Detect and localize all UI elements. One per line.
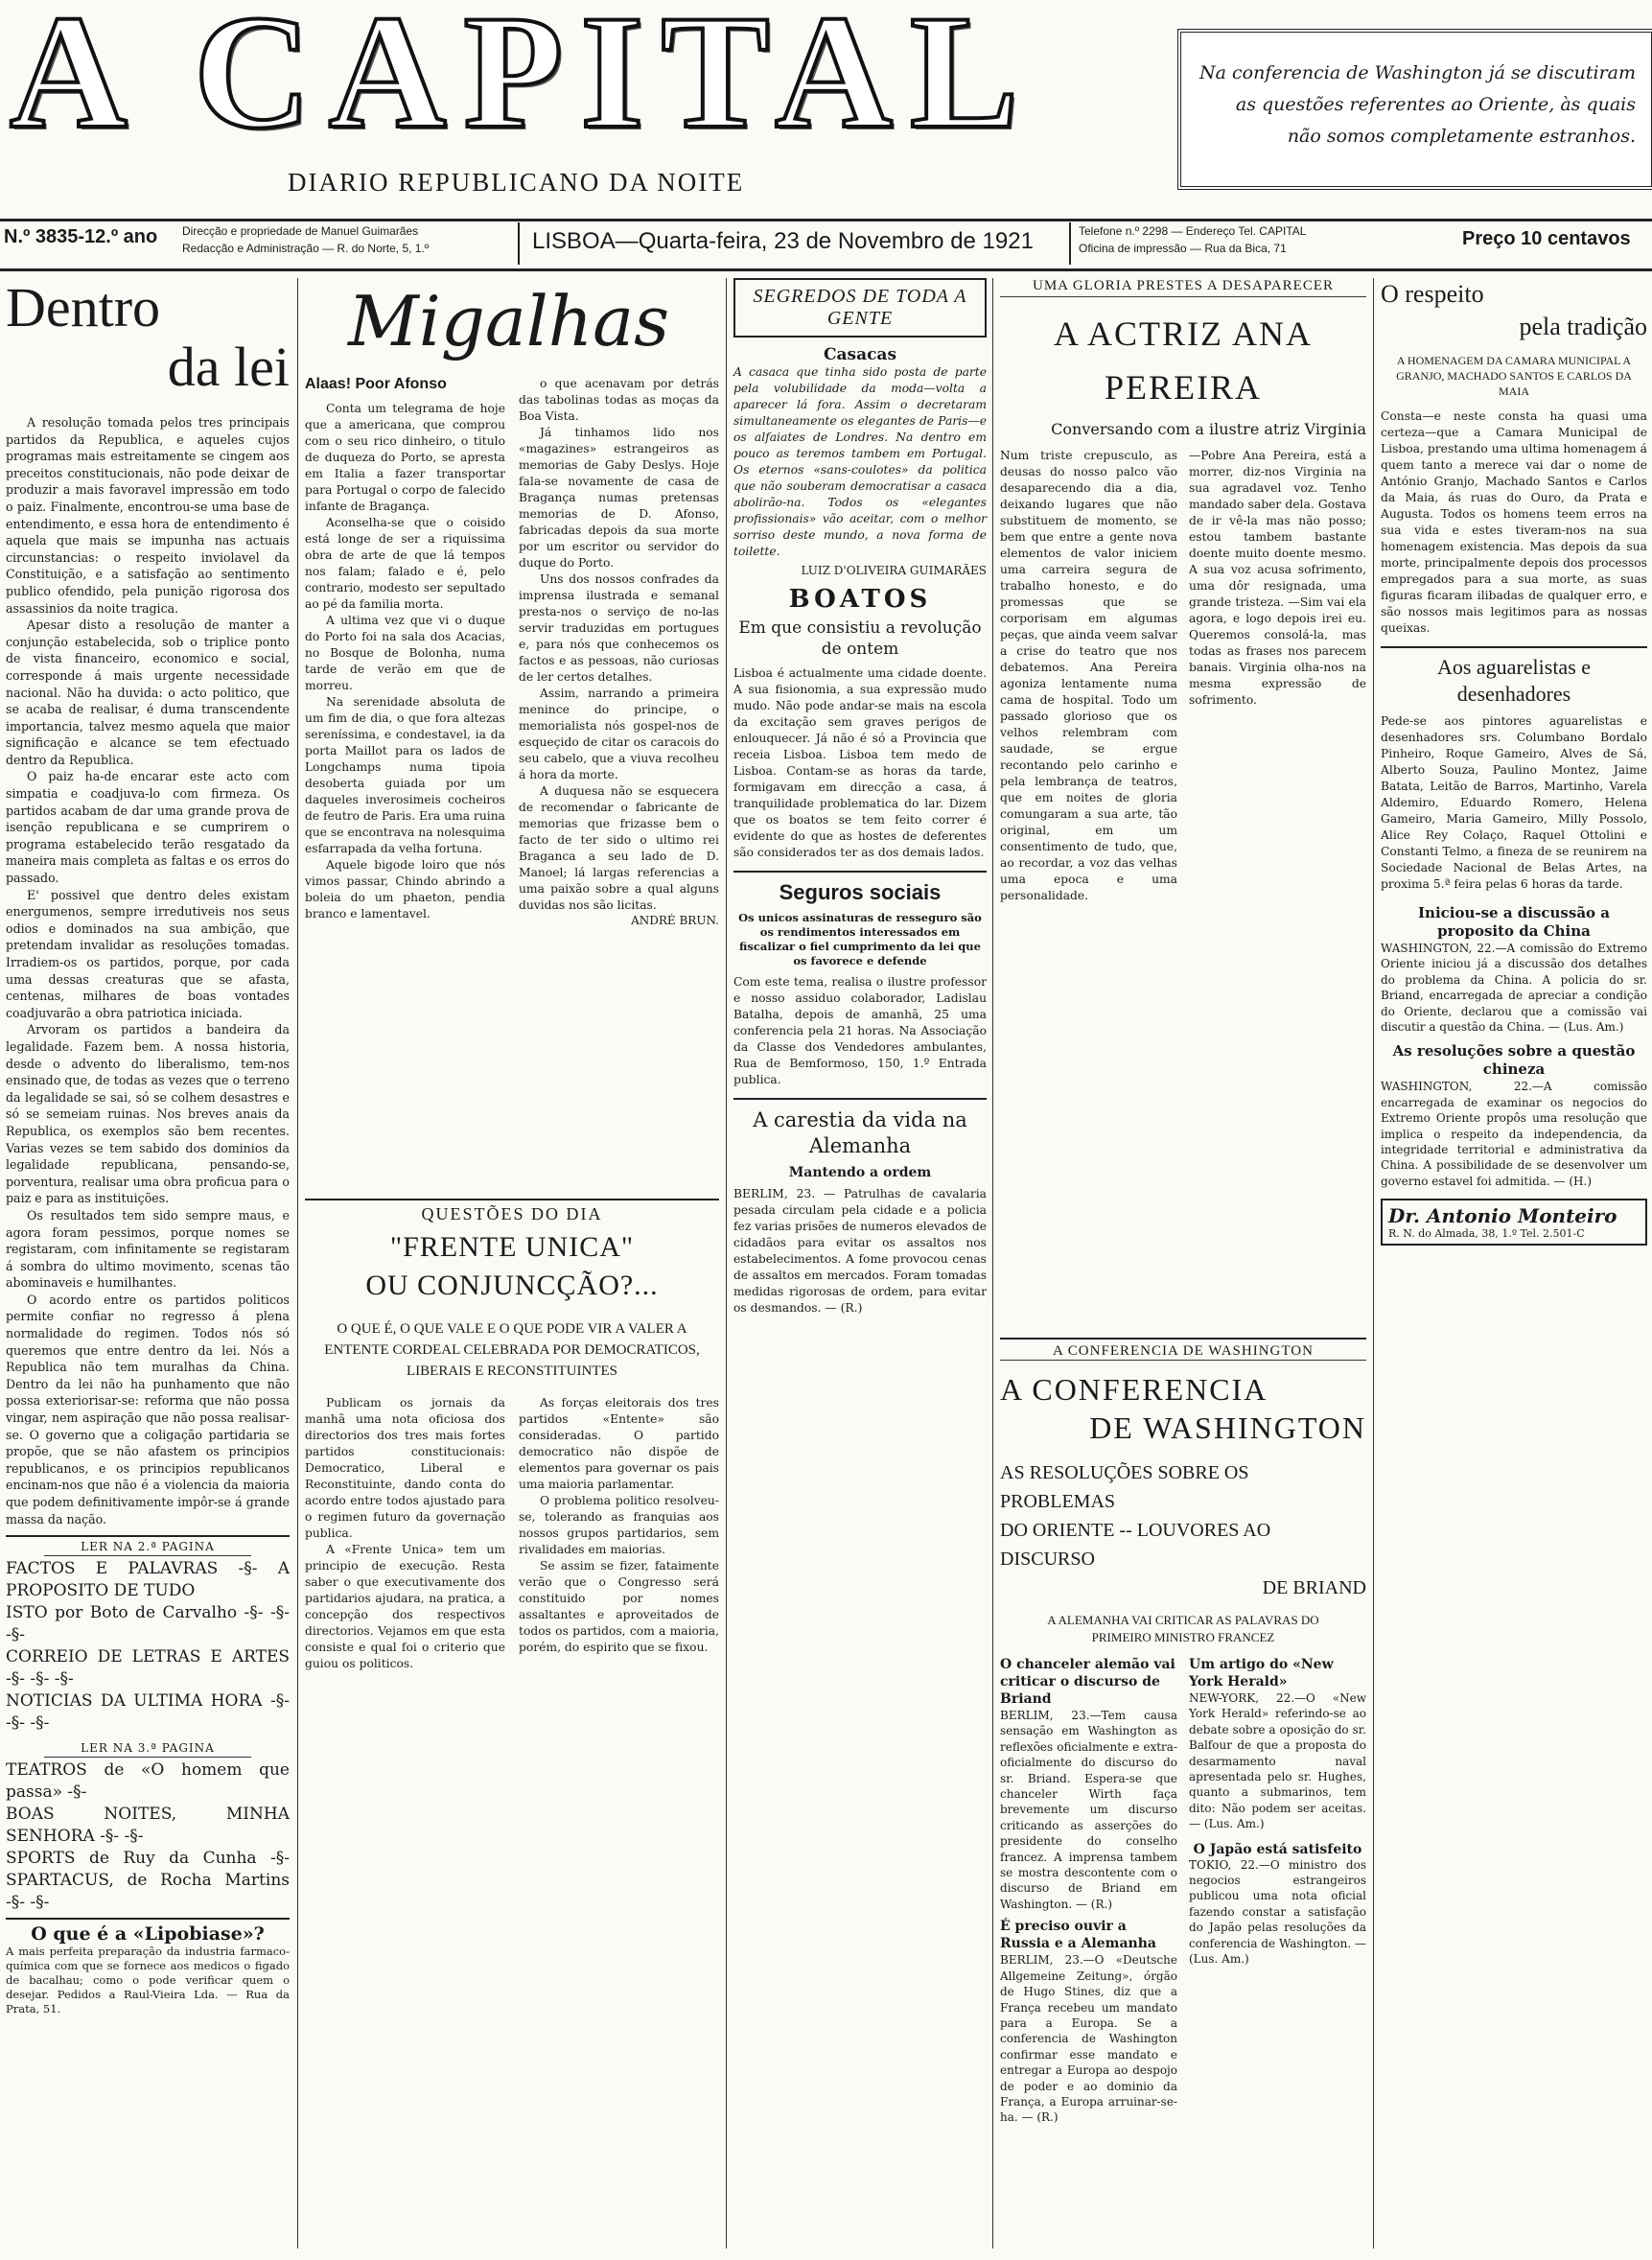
ler-2-pagina: LER NA 2.ª PAGINA (44, 1539, 251, 1556)
lipobiase-text: A mais perfeita preparação da industria farmaco-química com que se fornece aos medicos o figado de bacalhau; como o pode verificar quem o desejar. Pedidos a Raul-Vieira Lda. — Rua da Prata, 51. (6, 1945, 290, 2016)
questoes-headline-2: OU CONJUNCÇÃO?... (365, 1270, 659, 1301)
list-item: TEATROS de «O homem que passa» -§- (6, 1760, 290, 1803)
paragraph: O paiz ha-de encarar este acto com simpatia e coadjuva-lo com firmeza. Os partidos acabam de dar uma grande prova de isenção republicana e se cumprirem o programa estabelecido terão resgatado da maneira mais completa as faltas e os erros do passado. (6, 769, 290, 886)
divider (6, 1535, 290, 1537)
ana-pereira-body (1000, 448, 1366, 904)
divider (1381, 646, 1647, 648)
column-rule (992, 278, 993, 2248)
divider (733, 871, 987, 873)
migalhas-col-a (305, 376, 505, 927)
migalhas-subhead: Alaas! Poor Afonso (305, 376, 447, 392)
advert-box (1381, 1199, 1647, 1246)
list-item: CORREIO DE LETRAS E ARTES -§- -§- -§- (6, 1647, 290, 1689)
column-rule (726, 278, 727, 2248)
ana-pereira-subhead: Conversando com a ilustre atriz Virginia (1051, 420, 1366, 438)
divider (305, 1199, 719, 1200)
paragraph: Arvoram os partidos a bandeira da legalidade. Fazem bem. A nossa historia, desde o advento do liberalismo, tem-nos ensinado que, de todas as vezes que o terreno da legalidade se sai, só se colhem desastres e só se semeiam ruinas. Nos breves anais da Republica, os exemplos são bem recentes. Varias vezes se tem sabido dos dominios da legalidade republicana, pensando-se, porventura, realisar uma obra proficua para o paiz e para as instituições. (6, 1022, 290, 1206)
column-ana-pereira (1000, 278, 1366, 904)
questoes-label: QUESTÕES DO DIA (421, 1204, 603, 1223)
direction-line: Direcção e propriedade de Manuel Guimarães (182, 224, 419, 238)
paragraph: Já tinhamos lido nos «magazines» estrangeiros as memorias de Gaby Deslys. Hoje fala-se novamente de casa de Bragança numas pretensas memorias de D. Afonso, fabricadas depois da sua morte por um escritor ou servidor do duque do Porto. (519, 426, 719, 570)
tradicao-headline-1: O respeito (1381, 280, 1484, 308)
paragraph: A duquesa não se esquecera de recomendar o fabricante de memorias que frizasse bem o facto de ter sido o ultimo rei Braganca a seu lado de D. Manoel; lá largas referencias a uma paixão sobre a qual alguns duvidas nos são licitas. (519, 784, 719, 912)
printing-line: Oficina de impressão — Rua da Bica, 71 (1079, 242, 1287, 255)
migalhas-headline: Migalhas (348, 281, 670, 361)
conferencia-subhead: A ALEMANHA VAI CRITICAR AS PALAVRAS DO PRIMEIRO MINISTRO FRANCEZ (1047, 1613, 1319, 1644)
carestia-subhead: Mantendo a ordem (788, 1165, 932, 1180)
russia-text: BERLIM, 23.—O «Deutsche Allgemeine Zeitung», órgão de Hugo Stines, diz que a França recebeu um mandato para a Europa. Se a conferencia de Washington confirmar esse mandato e entregar a Europa ao despojo de poder e ao dominio da França, a Europa arruinar-se-ha. — (R.) (1000, 1953, 1177, 2125)
questoes-deck: O QUE É, O QUE VALE E O QUE PODE VIR A VALER A ENTENTE CORDEAL CELEBRADA POR DEMOCRATICOS, LIBERAIS E RECONSTITUINTES (324, 1321, 700, 1379)
paragraph: Aconselha-se que o coisido está longe de ser a riquissima obra de arte de que lá tempos nos falam; falado e é, pelo contrario, modesto ser sepultado ao pé da familia morta. (305, 516, 505, 611)
list-item: FACTOS E PALAVRAS -§- A PROPOSITO DE TUDO (6, 1559, 290, 1601)
paragraph: Conta um telegrama de hoje que a americana, que comprou com o seu rico dinheiro, o titulo de duqueza do Porto, se apresta em Italia a fazer transportar para Portugal o corpo de falecido infante de Bragança. (305, 402, 505, 513)
divider (6, 1918, 290, 1920)
questoes-headline-1: "FRENTE UNICA" (389, 1231, 635, 1263)
list-item: SPORTS de Ruy da Cunha -§- SPARTACUS, de Rocha Martins -§- -§- (6, 1849, 290, 1913)
migalhas-text-b (519, 376, 719, 914)
headline-dentro: Dentro (6, 276, 161, 338)
list-item: NOTICIAS DA ULTIMA HORA -§- -§- -§- (6, 1691, 290, 1734)
questoes-do-dia (305, 1199, 719, 1672)
aguarelistas-title: Aos aguarelistas e desenhadores (1436, 655, 1592, 706)
conferencia-deck-1: AS RESOLUÇÕES SOBRE OS PROBLEMAS (1000, 1462, 1249, 1512)
column-dentro-da-lei (6, 278, 290, 2016)
page-3-list (6, 1759, 290, 1914)
tradicao-headline-2: pela tradição (1519, 313, 1647, 340)
masthead-notice-text: Na conferencia de Washington já se discutiram as questões referentes ao Oriente, às quais não somos completamente estranhos. (1199, 62, 1636, 147)
gloria-label: UMA GLORIA PRESTES A DESAPARECER (1000, 278, 1366, 297)
issue-number: N.º 3835-12.º ano (4, 226, 158, 247)
russia-title: É preciso ouvir a Russia e a Alemanha (1000, 1919, 1156, 1952)
top-rule (0, 219, 1652, 221)
ana-pereira-headline: A ACTRIZ ANA PEREIRA (1053, 315, 1314, 407)
boatos-title: BOATOS (788, 585, 932, 614)
segredos-banner: SEGREDOS DE TODA A GENTE (733, 278, 987, 338)
divider (733, 1098, 987, 1100)
ny-herald-text: NEW-YORK, 22.—O «New York Herald» referindo-se ao debate sobre a oposição do sr. Balfour de que a proposta do desarmamento naval apresentada pelo sr. Hughes, quanto a submarinos, tem dito: Não podem ser aceitas. — (Lus. Am.) (1189, 1691, 1366, 1831)
migalhas-col-b (519, 376, 719, 927)
signature: ANDRÉ BRUN. (631, 914, 719, 927)
paragraph: Apesar disto a resolução de manter a conjunção estabelecida, sob o triplice ponto de vista financeiro, economico e social, corresponde á mais urgente necessidade nacional. Não ha duvida: o acto politico, que se acaba de realisar, é duma transcendente importancia, talvez mesmo aquela que maior significação e alcance se tem efectuado dentro da Republica. (6, 617, 290, 767)
issue-date: LISBOA—Quarta-feira, 23 de Novembro de 1921 (532, 228, 1034, 254)
carestia-title: A carestia da vida na Alemanha (753, 1108, 967, 1157)
paragraph: Publicam os jornais da manhã uma nota oficiosa dos directorios dos tres mais fortes partidos constitucionais: Democratico, Liberal e Reconstituinte, dando conta do acordo entre todos ajustado para o regimen futuro da governação publica. (305, 1396, 505, 1540)
migalhas-text-a (305, 401, 505, 922)
article-body (6, 414, 290, 1527)
advert-detail: R. N. do Almada, 38, 1.º Tel. 2.501-C (1388, 1227, 1585, 1241)
paragraph: Os resultados tem sido sempre maus, e agora foram pessimos, porque nomes se registaram, com infinitamente se registaram á sombra do ultimo movimento, scenas tão abominaveis e humilhantes. (6, 1207, 290, 1291)
boatos-text: Lisboa é actualmente uma cidade doente. A sua fisionomia, a sua expressão mudo mudo. Não pode andar-se mais na escola da excitação sem graves perigos de enlouquecer. Já não é só a Provincia que receia Lisboa. Lisboa tem medo de Lisboa. Contam-se as horas da tarde, formigavam em direcção a casa, á tranquilidade problematica do lar. Dizem que os boatos se tem feito correr é evidente do que as hostes de deferentes são considerados ter as dos demais lados. (733, 666, 987, 859)
list-item: BOAS NOITES, MINHA SENHORA -§- -§- (6, 1805, 290, 1847)
column-segredos (733, 278, 987, 1316)
masthead-notice-box (1177, 29, 1652, 190)
paragraph: A ultima vez que vi o duque do Porto foi na sala dos Acacias, no Bosque de Bolonha, numa tarde de verão em que de morreu. (305, 614, 505, 692)
paragraph: O acordo entre os partidos politicos permite confiar no regresso á plena normalidade do regimen. Todos nós só queremos que entre dentro da lei. Nós a Republica não tem muralhas da China. Dentro da lei não ha punhamento que não possa exteriorisar-se: reforma que não possa vingar, nem aspiração que não possa realisar-se. O governo que a coligação partidaria se propõe, que se não afastem os principios republicanos, e os principios republicanos encinam-nos que não é a violencia da maioria que podem definitivamente impôr-se á grande massa da nação. (6, 1292, 290, 1526)
chanceler-title: O chanceler alemão vai criticar o discurso de Briand (1000, 1657, 1175, 1707)
conferencia-label: A CONFERENCIA DE WASHINGTON (1000, 1343, 1366, 1361)
paragraph: Na serenidade absoluta de um fim de dia, o que fora altezas sereníssima, e condestavel, ia da porta Maillot para os lados de Longchamps numa tipoia desoberta guiada por um daqueles inverosimeis cocheiros de feutro de Paris. Era uma ruina que se encontrava na nolesquima esfarrapada da velha fortuna. (305, 695, 505, 855)
conferencia-deck-3: DE BRIAND (1262, 1577, 1366, 1598)
administration-line: Redacção e Administração — R. do Norte, 5, 1.º (182, 242, 430, 255)
info-bar-bottom-rule (0, 268, 1652, 271)
paragraph: A «Frente Unica» tem um principio de execução. Resta saber o que executivamente dos partidarios ajudara, na pratica, a concepção dos respectivos directorios. Vejamos em que esta consiste e qual foi o criterio que guiou os politicos. (305, 1543, 505, 1670)
lipobiase-title: O que é a «Lipobiase»? (31, 1923, 265, 1945)
casacas-text: A casaca que tinha sido posta de parte pela volubilidade da moda—volta a aparecer lá fora. Assim o decretaram simultaneamente os elegantes de Paris—e os alfaiates de Londres. Na dentro em pouco as teremos tambem em Portugal. Os eternos «sans-coulotes» da politica que não souberam democratisar a casaca abolirão-na. Todos os «elegantes profissionais» vão aceitar, com o melhor sorriso deste mundo, a nova forma de toilette. (733, 365, 987, 558)
seguros-title: Seguros sociais (779, 880, 942, 904)
conferencia-col-a (1000, 1656, 1177, 2126)
chineza-title: As resoluções sobre a questão chineza (1392, 1042, 1636, 1079)
migalhas-body (305, 376, 719, 927)
paragraph: Assim, narrando a primeira menince do principe, o memorialista nós gospel-nos de esqueçido de citar os caracois do seu cabelo, que a viuva recolheu á hora da morte. (519, 687, 719, 781)
paragraph: E' possivel que dentro deles existam energumenos, sempre irredutiveis nos seus odios e dominados na sua ambição, que pretendam invalidar as resoluções tomadas. Irradiem-os os partidos, porque, por cada uma dessas creaturas que se afasta, centenas, milhares de boas vontades coadjuvarão a obra patriotica iniciada. (6, 887, 290, 1020)
tradicao-deck: A HOMENAGEM DA CAMARA MUNICIPAL A GRANJO, MACHADO SANTOS E CARLOS DA MAIA (1396, 354, 1632, 398)
paragraph: Se assim se fizer, fataimente verão que o Congresso será constituido por nomes assaltantes e aproveitados de todos os partidos, com a maioria, porém, do espirito que se fixou. (519, 1559, 719, 1654)
paragraph: o que acenavam por detrás das tabolinas todas as moças da Boa Vista. (519, 377, 719, 423)
carestia-text: BERLIM, 23. — Patrulhas de cavalaria pesada circulam pela cidade e a policia fez varias prisões de numeros elevados de cidadãos para evitar os assaltos nos estabelecimentos. A fome provocou cenas de assaltos em mercados. Foram tomadas medidas rigorosas de ordem, para evitar os desmandos. — (R.) (733, 1187, 987, 1315)
paragraph: O problema politico resolveu-se, tolerando as franquias aos nossos grupos partidarios, sem rivalidades em maiorias. (519, 1494, 719, 1556)
conferencia-deck-2: DO ORIENTE -- LOUVORES AO DISCURSO (1000, 1520, 1271, 1570)
divider (1000, 1338, 1366, 1340)
column-rule (1373, 278, 1374, 2248)
china-title: Iniciou-se a discussão a proposito da China (1418, 904, 1610, 940)
chineza-text: WASHINGTON, 22.—A comissão encarregada de examinar os negocios do Extremo Oriente propôs uma resolução que implica o respeito da independencia, da integridade territorial e administrativa da China. A possibilidade de se desenvolver um governo estavel foi admitida. — (H.) (1381, 1080, 1647, 1188)
list-item: ISTO por Boto de Carvalho -§- -§- -§- (6, 1603, 290, 1645)
info-bar (0, 222, 1652, 267)
paragraph: Uns dos nossos confrades da imprensa ilustrada e semanal presta-nos o serviço de no-las servir traduzidas em portugues e, para nós que conhecemos os factos e as pessoas, não curiosas de ler certos detalhes. (519, 572, 719, 684)
paragraph: Aquele bigode loiro que nós vimos passar, Chindo abrindo a boleia do um phaeton, pendia branco e lamentavel. (305, 858, 505, 920)
japao-title: O Japão está satisfeito (1193, 1841, 1362, 1857)
ana-pereira-text-b: —Pobre Ana Pereira, está a morrer, diz-nos Virginia na sua agradavel voz. Tenho mandado saber dela. Gostava de ir vê-la mas não posso; estou tambem bastante doente muito doente mesmo. A sua voz acusa sofrimento, uma dôr resignada, uma grande tristeza. —Sim vai ela agora, e logo depois irei eu. Queremos consolá-la, mas todas as frases nos parecem banais. Virginia olha-nos na mesma expressão de sofrimento. (1189, 449, 1366, 707)
conferencia-headline-2: DE WASHINGTON (1089, 1410, 1366, 1445)
page-2-list (6, 1558, 290, 1735)
price: Preço 10 centavos (1462, 228, 1631, 249)
column-migalhas (305, 278, 719, 927)
casacas-signature: LUIZ D'OLIVEIRA GUIMARÃES (801, 564, 987, 577)
conferencia-headline-1: A CONFERENCIA (1000, 1372, 1268, 1407)
seguros-deck: Os unicos assinaturas de resseguro são os rendimentos interessados em fiscalizar o fiel cumprimento da lei que os favorece e defende (738, 911, 982, 967)
paragraph: As forças eleitorais dos tres partidos «Entente» são consideradas. O partido democratico não dispõe de elementos para governar os pais uma maioria parlamentar. (519, 1396, 719, 1491)
chanceler-text: BERLIM, 23.—Tem causa sensação em Washington as reflexões oficialmente e extra-oficialmente do discurso do sr. Briand. Espera-se que chanceler Wirth faça brevemente um discurso criticando as asserções do presidente do conselho francez. A imprensa tambem se mostra descontente com o discurso de Briand em Washington. — (R.) (1000, 1709, 1177, 1911)
japao-text: TOKIO, 22.—O ministro dos negocios estrangeiros publicou uma nota oficial fazendo constar a satisfação do Japão pelas resoluções da conferencia de Washington. — (Lus. Am.) (1189, 1857, 1366, 1967)
china-text: WASHINGTON, 22.—A comissão do Extremo Oriente iniciou já a discussão dos detalhes do problema da China. A policia do sr. Briand, encarregada de apreciar a condição do Oriente, declarou que a comissão vai discutir a questão da China. — (Lus. Am.) (1381, 942, 1647, 1035)
info-divider (518, 222, 520, 265)
paragraph: A resolução tomada pelos tres principais partidos da Republica, e aqueles cujos programas mais estreitamente se cingem aos preceitos constitucionais, não pode deixar de produzir a mais favoravel impressão em todo o paiz. Finalmente, encontrou-se uma base de entendimento, e essa hora de entendimento é aquela que mais se impunha nas actuais circunstancias: o respeito inviolavel da Constituição, e a satisfação ao sentimento publico ofendido, pela punição rigorosa dos assassinios da noite tragica. (6, 415, 290, 616)
ler-3-pagina: LER NA 3.ª PAGINA (44, 1740, 251, 1758)
newspaper-subtitle: DIARIO REPUBLICANO DA NOITE (288, 168, 745, 197)
column-rule (297, 278, 298, 2248)
telephone-line: Telefone n.º 2298 — Endereço Tel. CAPITAL (1079, 224, 1307, 238)
seguros-text: Com este tema, realisa o ilustre professor e nosso assiduo colaborador, Ladislau Batalha, depois de amanhã, 25 uma conferencia pela 21 horas. Na Associação da Classe dos Vendedores ambulantes, Rua de Bemformoso, 150, 1.º Entrada publica. (733, 975, 987, 1086)
questoes-body (305, 1395, 719, 1672)
ana-pereira-text-a: Num triste crepusculo, as deusas do nosso palco vão desaparecendo dia a dia, deixando lugares que não substituem de momento, se bem que entre a gente nova elementos de valor iniciem uma carreira segura de trabalho honesto, e do promessas que se corporisam em algumas peças, que ainda veem salvar a crise do teatro que nos debatemos. Ana Pereira agoniza lentamente numa cama de hospital. Todo um passado glorioso que os velhos relembram com saudade, se ergue recontando pelo carinho e pela lembrança de teatros, que em noites de gloria comungaram a sua arte, tão original, em um consentimento de tudo, que, ao recordar, a voz das velhas uma epoca e uma personalidade. (1000, 449, 1177, 902)
column-tradicao (1381, 278, 1647, 1246)
headline-da-lei: da lei (167, 336, 290, 398)
conferencia-col-b (1189, 1656, 1366, 2126)
conferencia-washington (1000, 1338, 1366, 2126)
aguarelistas-text: Pede-se aos pintores aguarelistas e desenhadores srs. Columbano Bordalo Pinheiro, Roque Gameiro, Alves de Sá, Alberto Souza, Paulino Montez, Jaime Batata, Leitão de Barros, Martinho, Varela Aldemiro, Eduardo Romero, Helena Gameiro, Maria Gameiro, Milly Possolo, Alice Rey Colaço, Raquel Ottolini e Constanti Telmo, a fineza de se reunirem na Sociedade Nacional de Belas Artes, na proxima 5.ª feira pelas 6 horas da tarde. (1381, 714, 1647, 891)
info-divider (1069, 222, 1071, 265)
casacas-title: Casacas (823, 345, 897, 364)
tradicao-text: Consta—e neste consta ha quasi uma certeza—que a Camara Municipal de Lisboa, prestando uma ultima homenagem á quem tanto a merece vai dar o nome de António Granjo, Machado Santos e Carlos da Maia, ás ruas do Ouro, da Prata e Augusta. Todos os homens teem erros na sua vida e estes tiveram-nos na sua homenagem existencia. Mas depois da sua morte, principalmente depois dos processos empregados para a sua morte, as suas figuras ficaram ilibadas de qualquer erro, e são nossos mais legitimos para as nossas queixas. (1381, 409, 1647, 635)
newspaper-title: A CAPITAL (10, 0, 1036, 162)
conferencia-body (1000, 1656, 1366, 2126)
ny-herald-title: Um artigo do «New York Herald» (1189, 1657, 1334, 1689)
boatos-subhead: Em que consistiu a revolução de ontem (738, 618, 982, 659)
advert-name: Dr. Antonio Monteiro (1388, 1204, 1617, 1228)
